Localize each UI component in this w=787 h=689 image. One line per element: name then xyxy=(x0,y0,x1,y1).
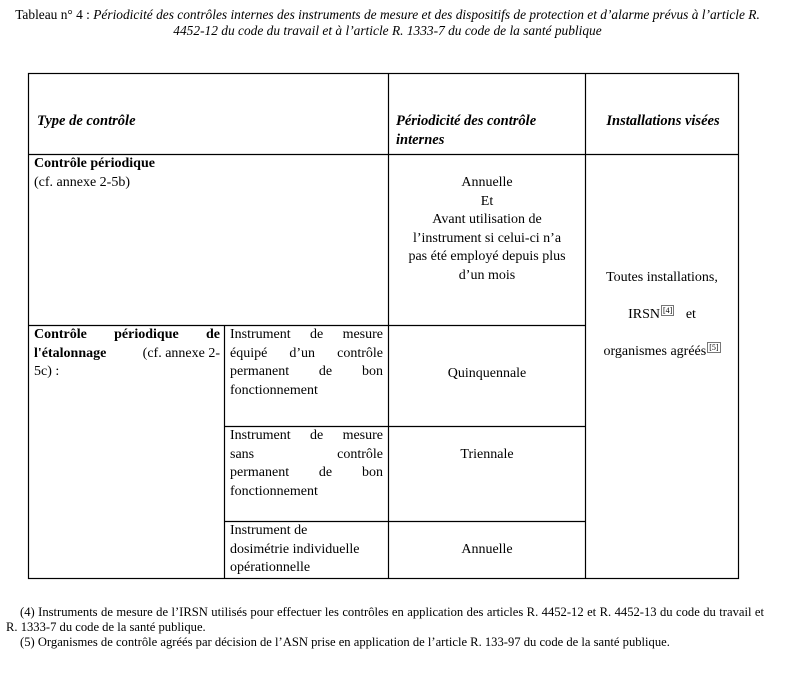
row1-ref: (cf. annexe 2-5b) xyxy=(34,174,131,190)
footnote-4: (4) Instruments de mesure de l’IRSN utilisés pour effectuer les contrôles en application des articles R. 4452-12 et R. 4452-13 du code du travail et R. 1333-7 du code de la santé publique. xyxy=(6,605,764,634)
subrow1-instrument xyxy=(230,326,383,400)
caption-text: Périodicité des contrôles internes des instruments de mesure et des dispositifs de protection et d’alarme prévus à l’article R. 4452-12 du code du travail et à l’article R. 1333-7 du code de la santé publique xyxy=(93,7,760,38)
installations-line3 xyxy=(587,342,737,361)
subrow3-periodicity: Annuelle xyxy=(461,542,513,557)
installations-cell xyxy=(587,268,737,361)
instrument-line: dosimétrie individuelle xyxy=(230,541,360,557)
instrument-line: sans contrôle xyxy=(230,446,383,462)
row2-ref-part2: 5c) : xyxy=(34,364,60,380)
instrument-line: Instrument de xyxy=(230,523,308,538)
row1-periodicity-line: Et xyxy=(480,193,494,209)
installations-line1: Toutes installations, xyxy=(606,270,718,285)
row1-periodicity-line: d’un mois xyxy=(458,267,516,283)
caption-prefix: Tableau n° 4 : xyxy=(15,7,94,22)
footnote-ref-5[interactable]: [5] xyxy=(709,343,719,352)
instrument-line: permanent de bon xyxy=(230,465,383,481)
row2-title-bold: l'étalonnage xyxy=(34,345,107,361)
row2-ref-part1: (cf. annexe 2- xyxy=(142,345,220,361)
subrow2-instrument xyxy=(230,427,383,501)
instrument-line: Instrument de mesure xyxy=(230,327,383,342)
row2-type xyxy=(34,326,220,382)
instrument-line: fonctionnement xyxy=(230,483,318,499)
subrow3-instrument xyxy=(230,522,383,578)
instrument-line: permanent de bon xyxy=(230,364,383,380)
row2-title-line1: Contrôle périodique de xyxy=(34,327,220,342)
instrument-line: opérationnelle xyxy=(230,560,311,576)
row1-periodicity-line: pas été employé depuis plus xyxy=(408,249,566,265)
row2-title-line2 xyxy=(34,345,220,364)
installations-et: et xyxy=(685,307,696,322)
footnote-ref-4[interactable]: [4] xyxy=(662,306,673,315)
row1-periodicity-line: Annuelle xyxy=(461,175,513,190)
row1-type xyxy=(34,155,379,192)
installations-line2 xyxy=(587,305,737,324)
row1-periodicity-line: l’instrument si celui-ci n’a xyxy=(412,230,562,246)
header-installations: Installations visées xyxy=(606,113,720,129)
instrument-line: équipé d’un contrôle xyxy=(230,345,383,361)
installations-organismes: organismes agréés xyxy=(603,344,707,359)
subrow1-periodicity: Quinquennale xyxy=(447,366,527,381)
instrument-line: Instrument de mesure xyxy=(230,428,383,443)
instrument-line: fonctionnement xyxy=(230,382,318,398)
footnote-5: (5) Organismes de contrôle agréés par décision de l’ASN prise en application de l’article R. 133-97 du code de la santé publique. xyxy=(20,635,670,649)
row1-title: Contrôle périodique xyxy=(34,156,155,171)
row1-periodicity xyxy=(390,174,584,286)
header-periodicity: Périodicité des contrôle internes xyxy=(396,113,537,148)
subrow2-periodicity: Triennale xyxy=(460,447,514,462)
header-type: Type de contrôle xyxy=(37,113,136,129)
row1-periodicity-line: Avant utilisation de xyxy=(432,212,542,228)
footnotes xyxy=(6,605,764,650)
installations-irsn: IRSN xyxy=(628,307,660,322)
